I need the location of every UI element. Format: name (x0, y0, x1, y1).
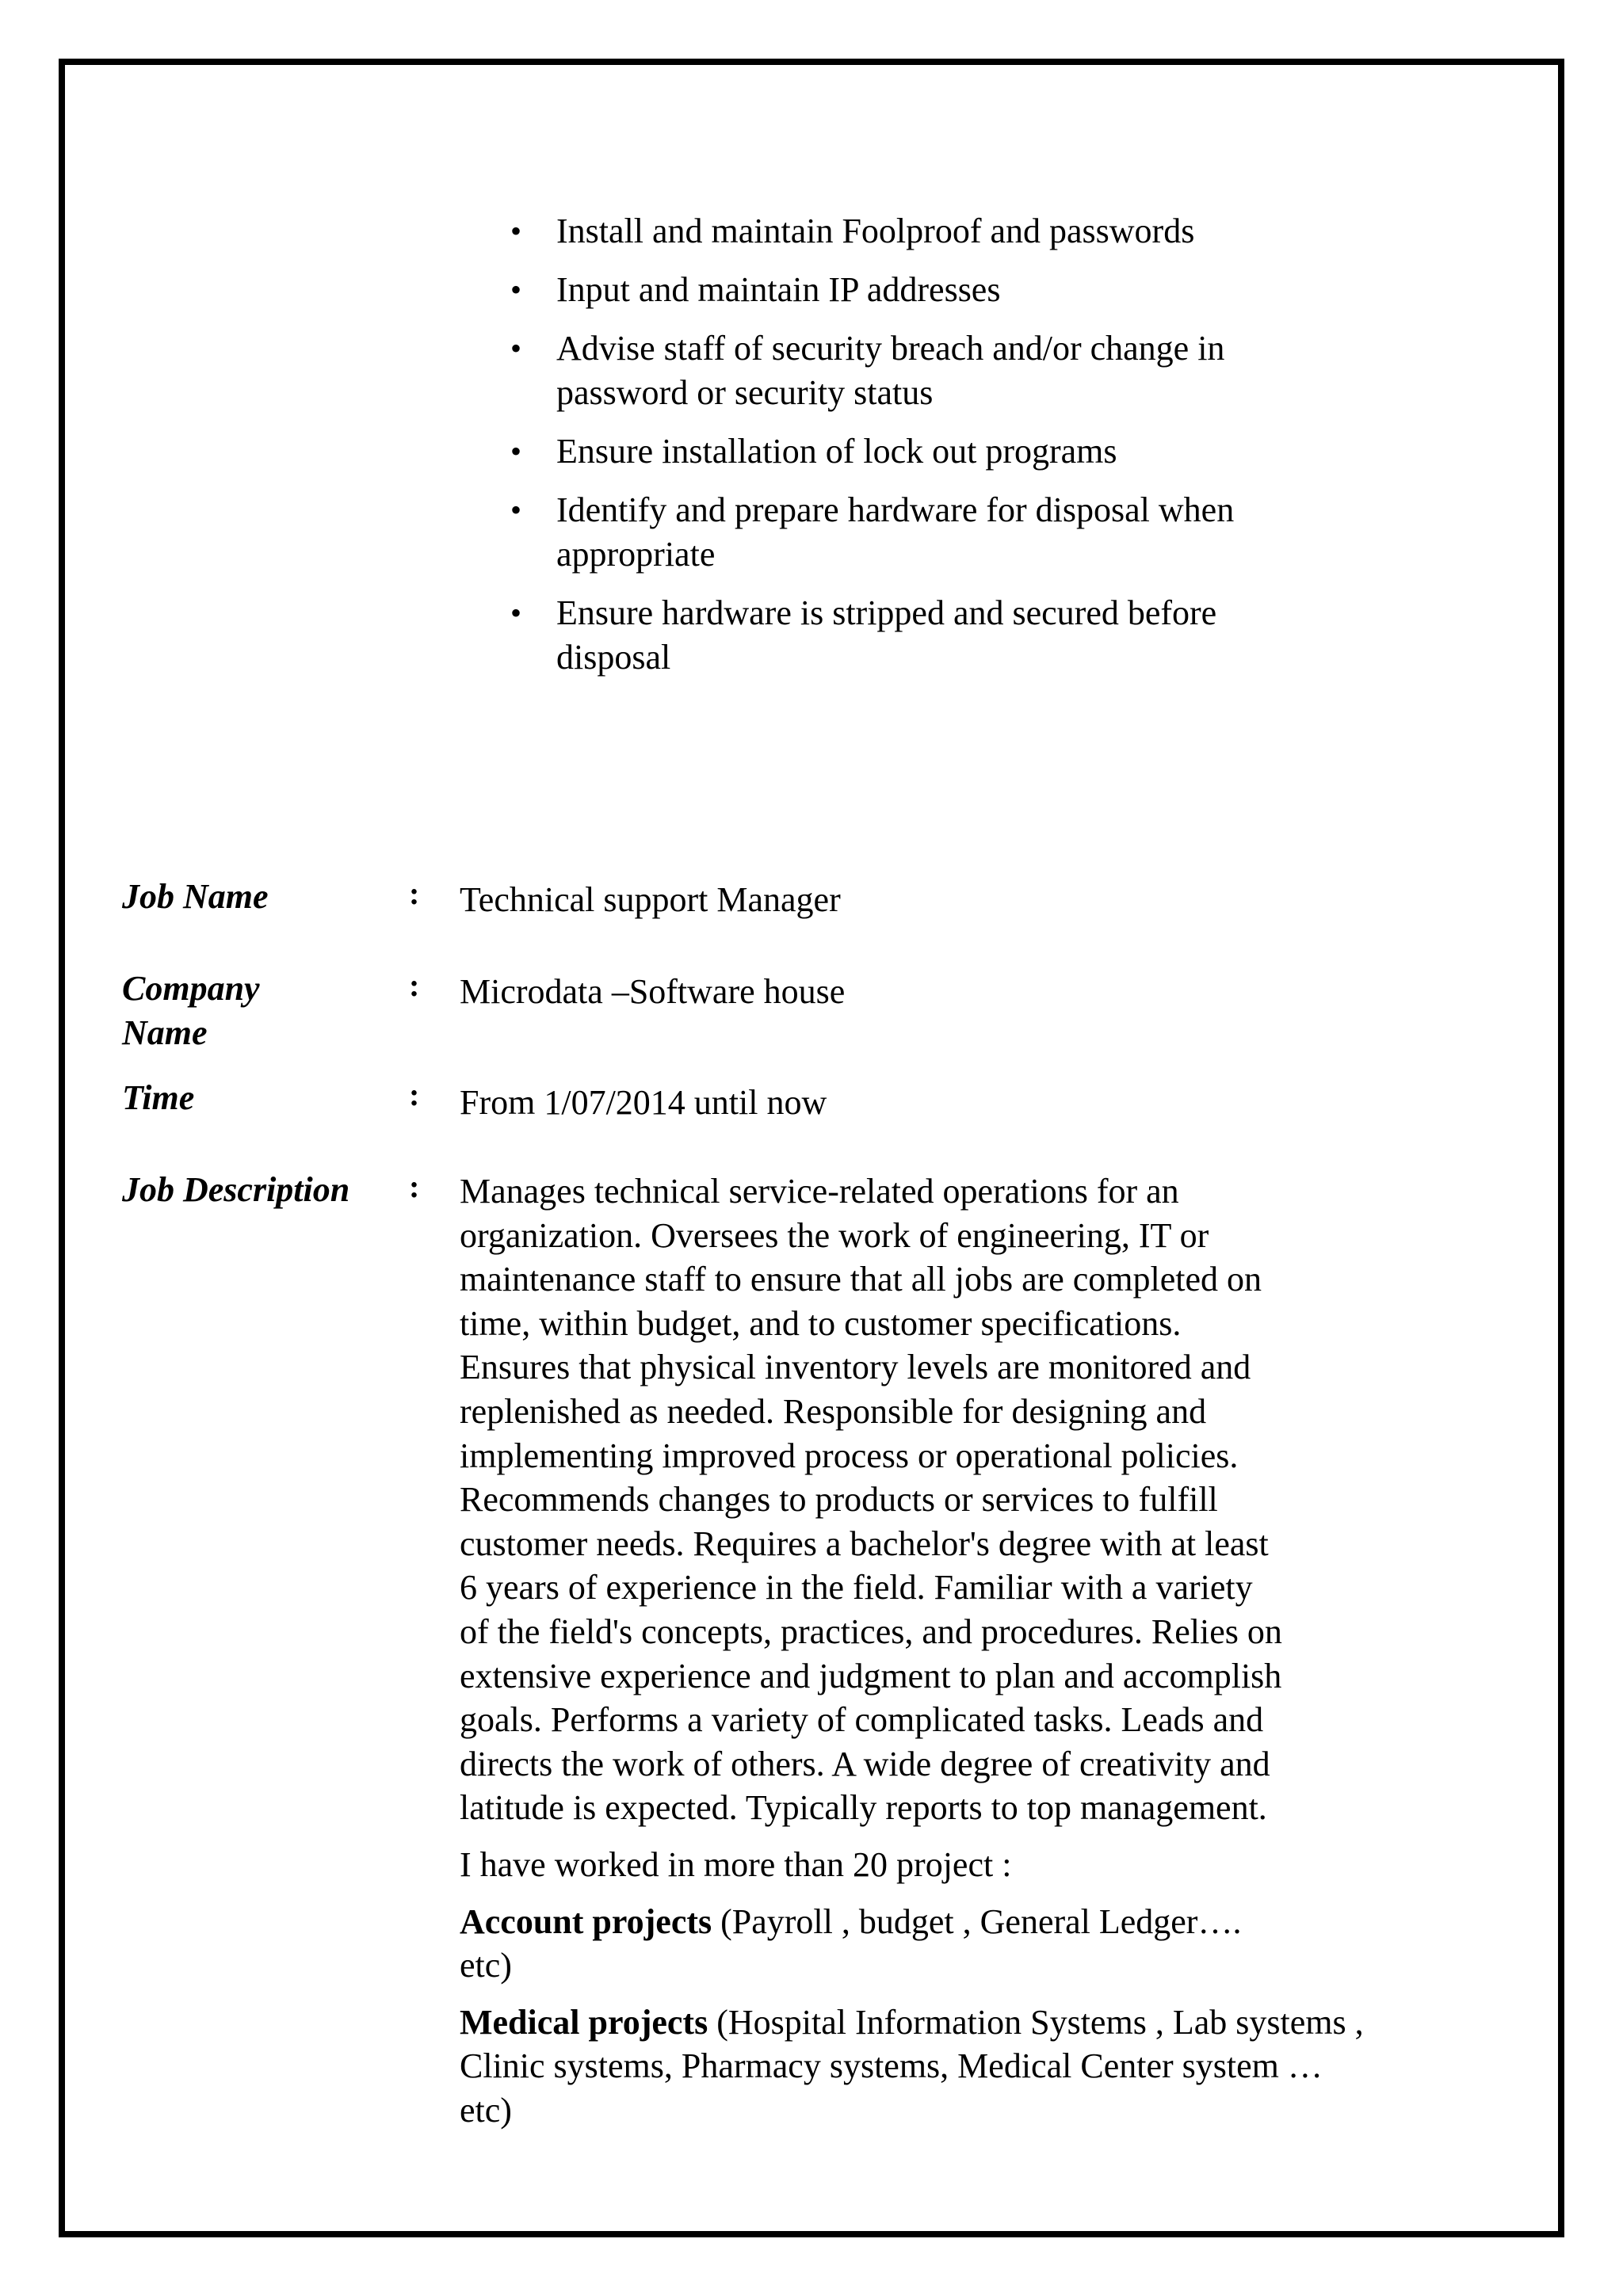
project-title: Medical projects (460, 2002, 708, 2042)
label-line: Company (122, 969, 260, 1008)
duty-text: password or security status (556, 373, 934, 412)
company-name-label (122, 967, 376, 1055)
duty-text: Install and maintain Foolproof and passwords (556, 212, 1195, 250)
bullet-icon: • (510, 433, 522, 469)
list-item (499, 591, 1371, 680)
list-item (499, 488, 1371, 577)
description-line: organization. Oversees the work of engineering, IT or (460, 1215, 1209, 1255)
list-item (499, 429, 1371, 474)
description-line: goals. Performs a variety of complicated tasks. Leads and (460, 1700, 1264, 1740)
description-line: Ensures that physical inventory levels are monitored and (460, 1348, 1251, 1387)
description-line: implementing improved process or operational policies. (460, 1436, 1239, 1475)
project-line (460, 1900, 1442, 1944)
description-line: 6 years of experience in the field. Familiar with a variety (460, 1568, 1253, 1608)
job-name-value: Technical support Manager (460, 880, 841, 919)
bullet-icon: • (510, 213, 522, 249)
project-detail: (Payroll , budget , General Ledger…. (712, 1901, 1242, 1941)
duty-text: disposal (556, 638, 671, 677)
account-projects (460, 1900, 1442, 1988)
bullet-icon: • (510, 272, 522, 307)
colon-separator: : (409, 875, 420, 911)
company-name-value: Microdata –Software house (460, 972, 846, 1011)
description-line: time, within budget, and to customer specifications. (460, 1303, 1182, 1343)
list-item (499, 268, 1371, 312)
colon-separator: : (409, 1077, 420, 1112)
duty-text: Ensure hardware is stripped and secured before (556, 593, 1217, 632)
colon-separator: : (409, 967, 420, 1003)
duty-text: Ensure installation of lock out programs (556, 432, 1117, 471)
project-line: etc) (460, 2090, 512, 2130)
job-description-label: Job Description (122, 1170, 350, 1209)
label-line: Name (122, 1013, 208, 1052)
description-line: directs the work of others. A wide degree of creativity and (460, 1744, 1270, 1783)
bullet-icon: • (510, 492, 522, 528)
description-line: extensive experience and judgment to plan and accomplish (460, 1656, 1282, 1695)
description-line: replenished as needed. Responsible for designing and (460, 1391, 1207, 1431)
project-line: Clinic systems, Pharmacy systems, Medical Center system … (460, 2046, 1323, 2086)
description-line: customer needs. Requires a bachelor's degree with at least (460, 1524, 1269, 1563)
project-line (460, 2000, 1442, 2045)
list-item (499, 209, 1371, 254)
description-line: Recommends changes to products or services to fulfill (460, 1480, 1218, 1520)
job-name-label: Job Name (122, 877, 269, 916)
duty-text: appropriate (556, 535, 716, 574)
duty-text: Input and maintain IP addresses (556, 270, 1001, 309)
time-label: Time (122, 1078, 195, 1117)
description-line: of the field's concepts, practices, and procedures. Relies on (460, 1611, 1282, 1651)
projects-intro: I have worked in more than 20 project : (460, 1844, 1012, 1884)
duties-list (499, 209, 1371, 694)
duty-text: Advise staff of security breach and/or change in (556, 329, 1225, 368)
duty-text: Identify and prepare hardware for disposal when (556, 490, 1235, 529)
medical-projects (460, 2000, 1442, 2133)
job-description-text (460, 1169, 1442, 2132)
bullet-icon: • (510, 595, 522, 631)
colon-separator: : (409, 1169, 420, 1204)
bullet-icon: • (510, 330, 522, 366)
project-title: Account projects (460, 1901, 712, 1941)
project-detail: (Hospital Information Systems , Lab systems , (708, 2002, 1364, 2042)
description-line: latitude is expected. Typically reports to top management. (460, 1788, 1267, 1828)
project-line: etc) (460, 1946, 512, 1985)
description-line: Manages technical service-related operations for an (460, 1172, 1179, 1211)
description-line: maintenance staff to ensure that all jobs are completed on (460, 1260, 1262, 1299)
list-item (499, 326, 1371, 415)
time-value: From 1/07/2014 until now (460, 1083, 827, 1122)
